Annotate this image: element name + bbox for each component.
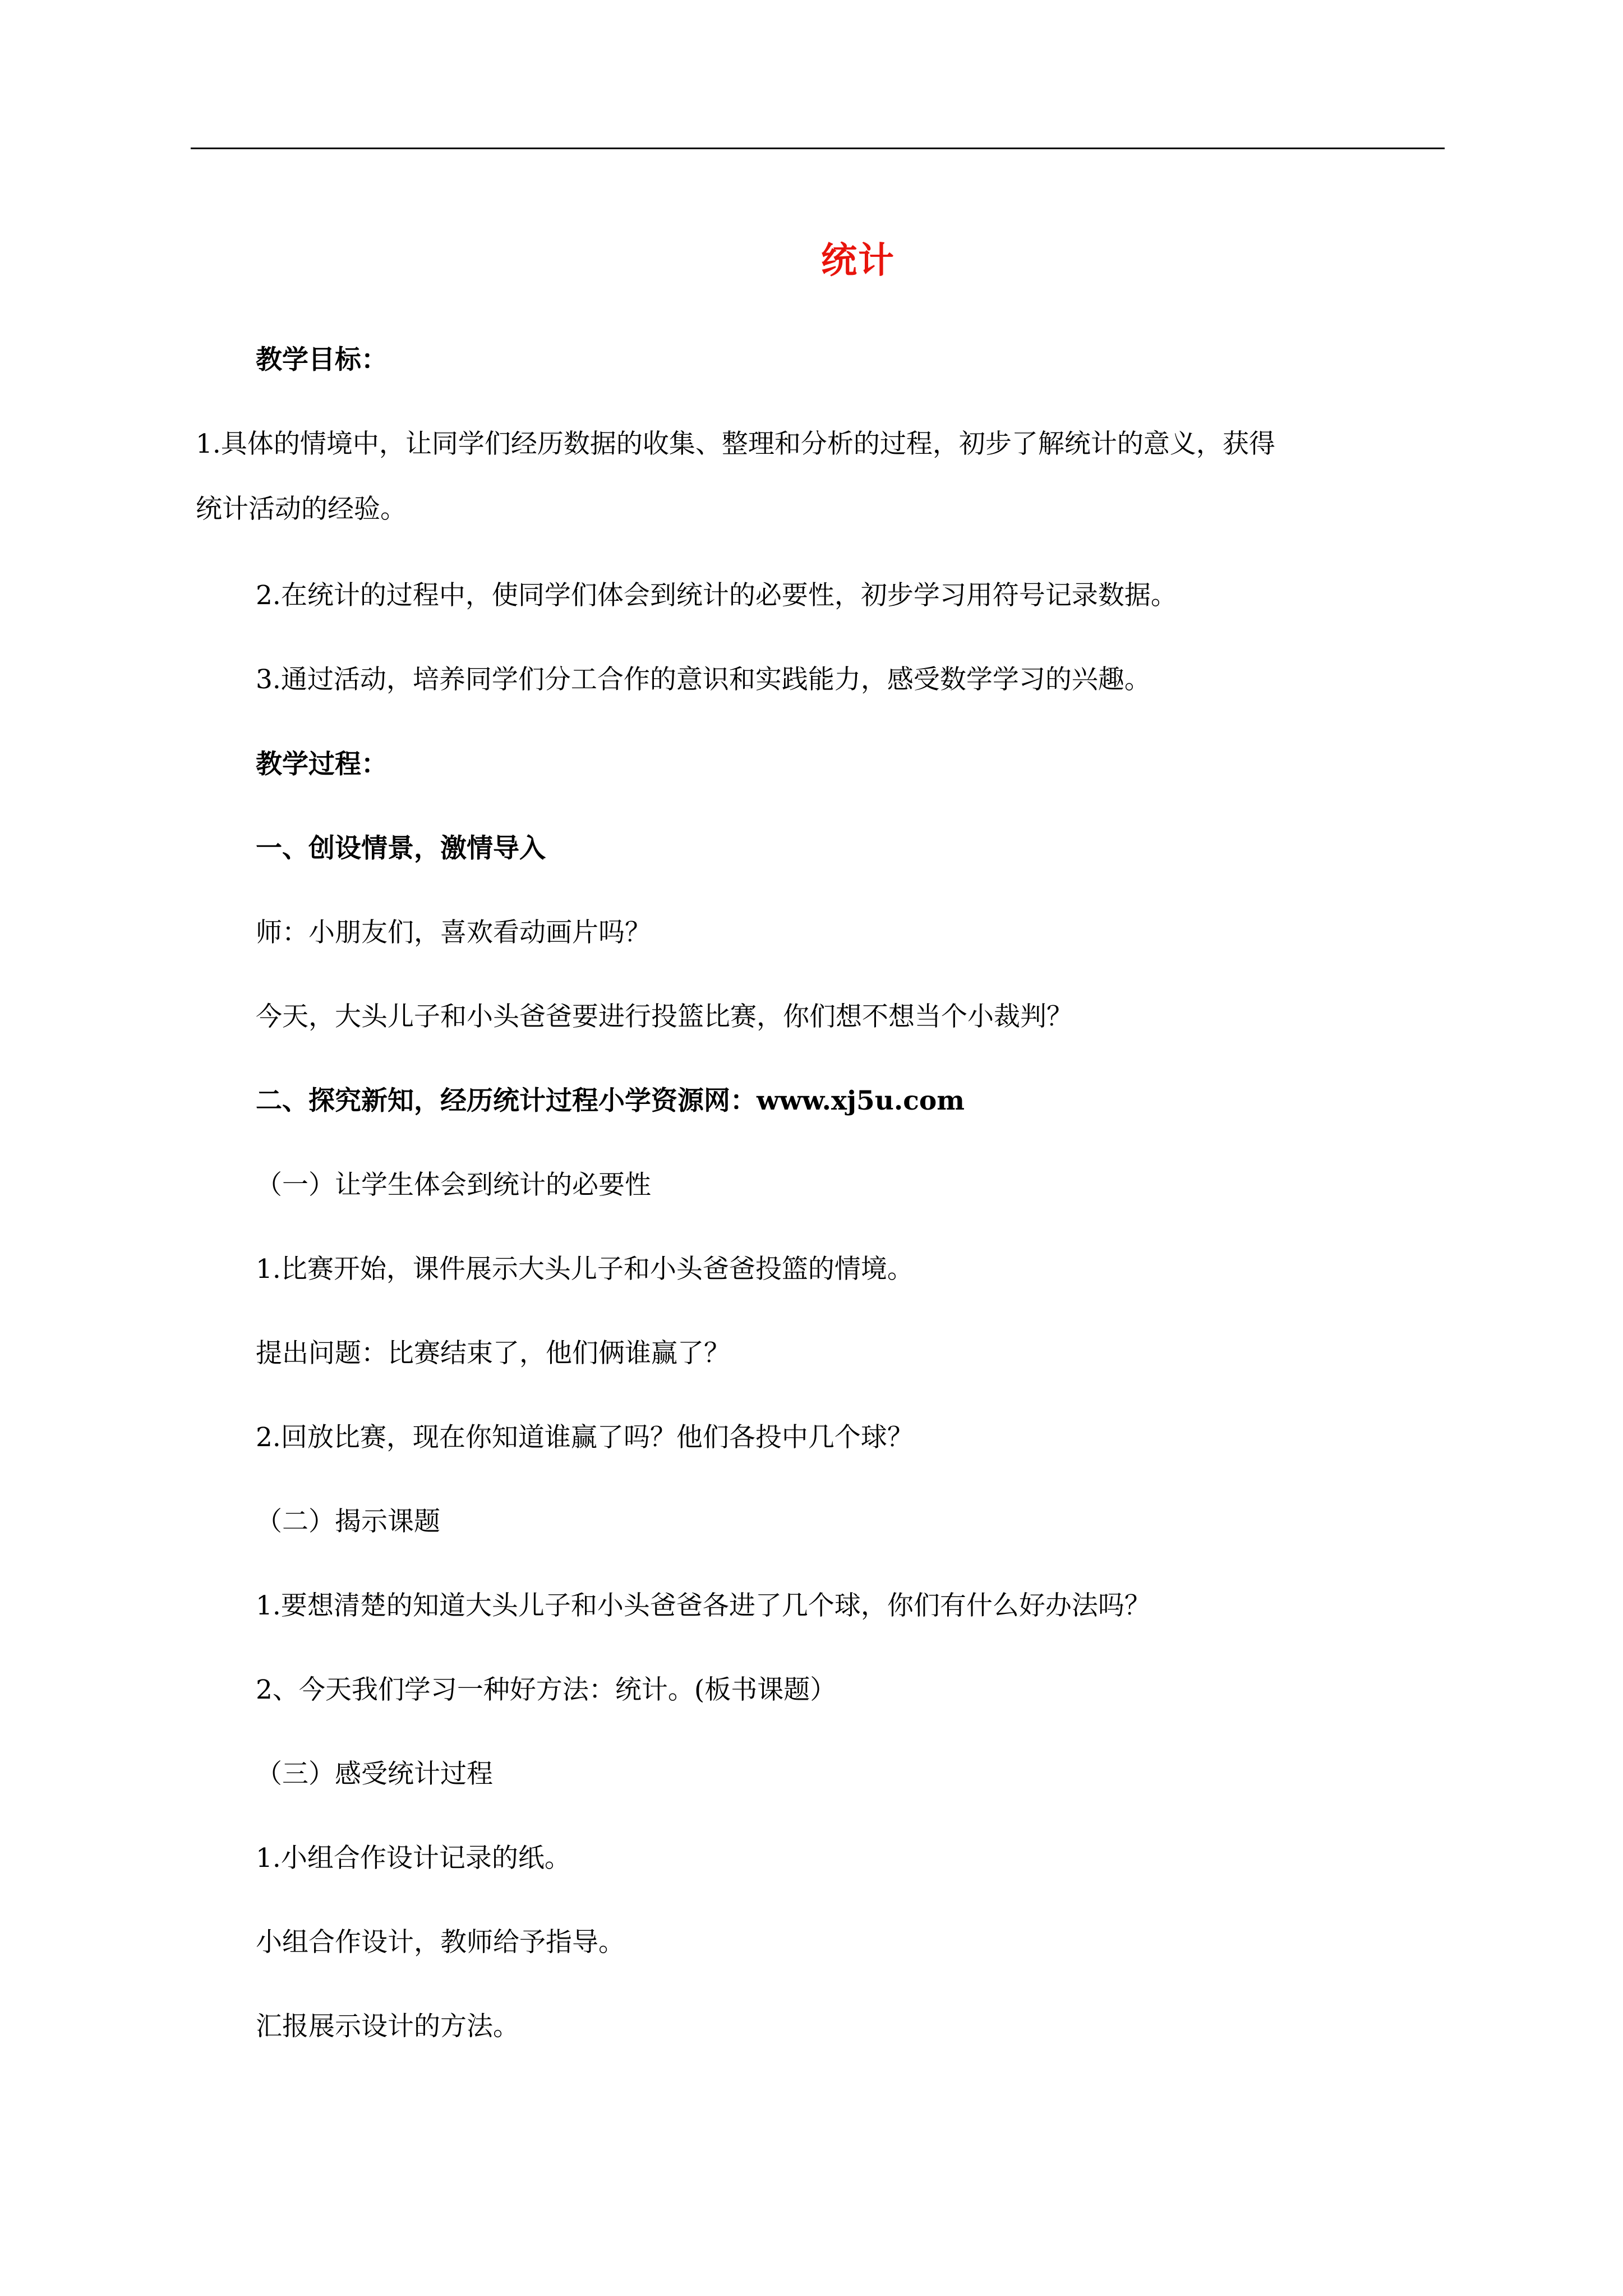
goal-1-line-1: 1.具体的情境中，让同学们经历数据的收集、整理和分析的过程，初步了解统计的意义，获得 — [196, 429, 1275, 459]
part-2-line-1: 1.要想清楚的知道大头儿子和小头爸爸各进了几个球，你们有什么好办法吗？ — [256, 1590, 1151, 1621]
part-3-line-2: 小组合作设计，教师给予指导。 — [256, 1927, 625, 1958]
part-1-line-3: 2.回放比赛，现在你知道谁赢了吗？他们各投中几个球？ — [256, 1422, 914, 1453]
part-3-line-1: 1.小组合作设计记录的纸。 — [256, 1843, 571, 1874]
goal-2: 2.在统计的过程中，使同学们体会到统计的必要性，初步学习用符号记录数据。 — [256, 580, 1177, 611]
section-1-line-1: 师：小朋友们，喜欢看动画片吗？ — [256, 917, 651, 948]
section-1-title: 一、创设情景，激情导入 — [256, 833, 546, 864]
goal-1-line-2: 统计活动的经验。 — [196, 494, 407, 524]
part-1-line-2: 提出问题：比赛结束了，他们俩谁赢了？ — [256, 1338, 730, 1369]
document-title: 统计 — [821, 240, 895, 282]
header-rule — [191, 148, 1445, 149]
section-2-title: 二、探究新知，经历统计过程小学资源网：www.xj5u.com — [256, 1085, 965, 1116]
teaching-goals-heading: 教学目标： — [256, 344, 388, 375]
part-3-line-3: 汇报展示设计的方法。 — [256, 2011, 519, 2042]
part-2-title: （二）揭示课题 — [256, 1506, 440, 1537]
section-1-line-2: 今天，大头儿子和小头爸爸要进行投篮比赛，你们想不想当个小裁判？ — [256, 1001, 1073, 1032]
goal-3: 3.通过活动，培养同学们分工合作的意识和实践能力，感受数学学习的兴趣。 — [256, 664, 1151, 695]
part-1-title: （一）让学生体会到统计的必要性 — [256, 1170, 651, 1200]
part-1-line-1: 1.比赛开始，课件展示大头儿子和小头爸爸投篮的情境。 — [256, 1254, 914, 1285]
part-2-line-2: 2、今天我们学习一种好方法：统计。(板书课题） — [256, 1674, 837, 1705]
part-3-title: （三）感受统计过程 — [256, 1759, 493, 1789]
teaching-process-heading: 教学过程： — [256, 749, 388, 780]
